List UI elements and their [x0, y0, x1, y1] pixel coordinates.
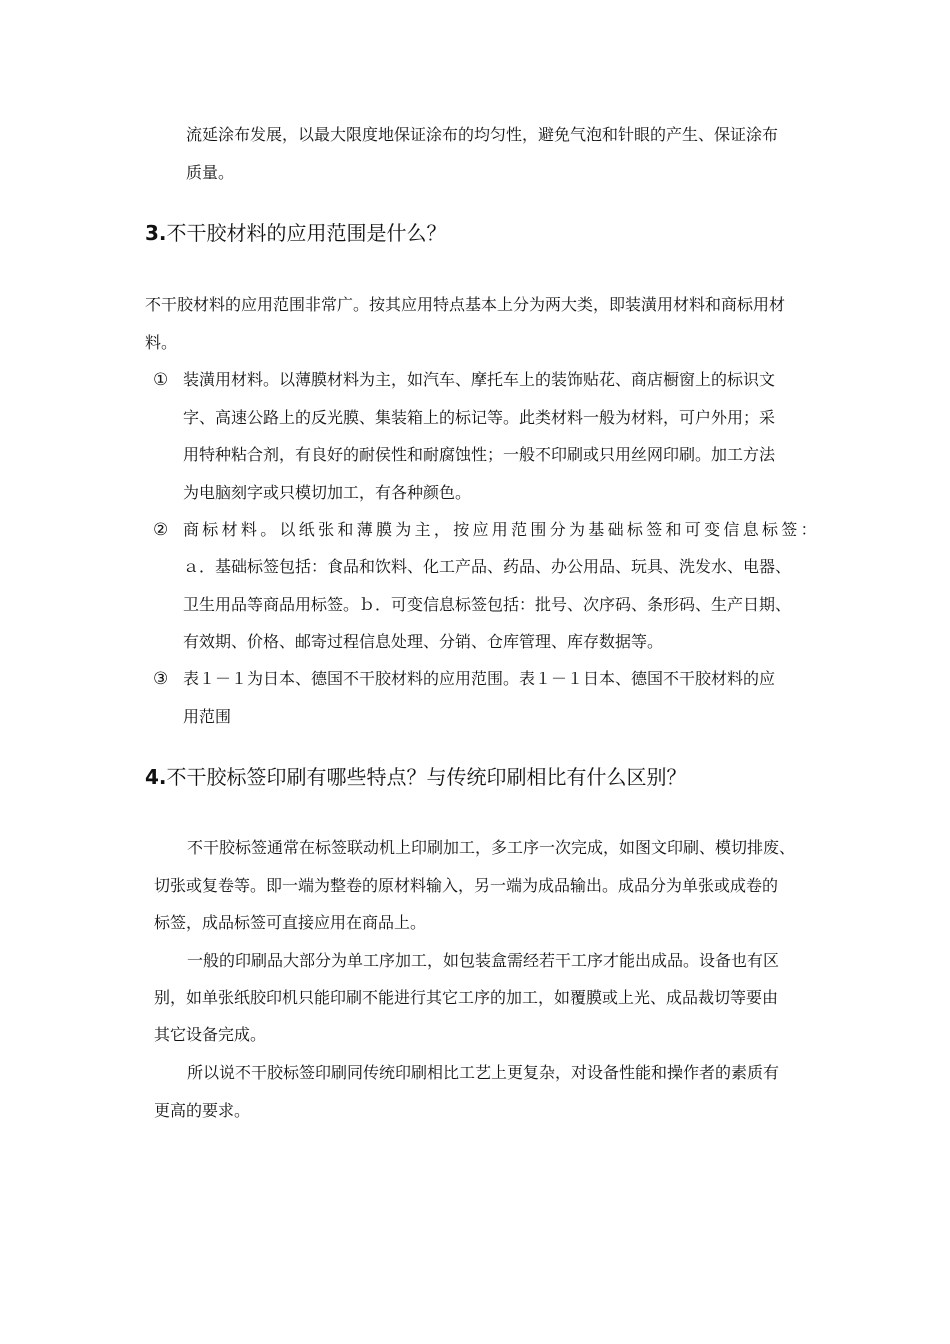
section-4-p1-line-3: 标签，成品标签可直接应用在商品上。 [154, 913, 427, 932]
section-4-p2-line-2: 别，如单张纸胶印机只能印刷不能进行其它工序的加工，如覆膜或上光、成品裁切等要由 [154, 988, 779, 1007]
section-4-number: 4. [145, 765, 167, 789]
section-4-p3-line-1: 所以说不干胶标签印刷同传统印刷相比工艺上更复杂，对设备性能和操作者的素质有 [187, 1063, 780, 1082]
item-2-marker: ② [153, 520, 169, 540]
section-4-heading [145, 765, 687, 789]
section-4-p2-line-3: 其它设备完成。 [154, 1025, 267, 1044]
item-2-line-1: 商标材料。以纸张和薄膜为主，按应用范围分为基础标签和可变信息标签： [183, 520, 820, 539]
section-4-p1-line-2: 切张或复卷等。即一端为整卷的原材料输入，另一端为成品输出。成品分为单张或成卷的 [154, 876, 779, 895]
item-2-line-3: 卫生用品等商品用标签。ｂ．可变信息标签包括：批号、次序码、条形码、生产日期、 [183, 595, 792, 614]
item-3-marker: ③ [153, 669, 169, 689]
item-2-line-4: 有效期、价格、邮寄过程信息处理、分销、仓库管理、库存数据等。 [183, 632, 664, 651]
item-2-line-2: ａ．基础标签包括：食品和饮料、化工产品、药品、办公用品、玩具、洗发水、电器、 [183, 557, 792, 576]
section-4-p2-line-1: 一般的印刷品大部分为单工序加工，如包装盒需经若干工序才能出成品。设备也有区 [187, 951, 780, 970]
item-3-line-2: 用范围 [183, 707, 232, 726]
section-3-heading [145, 221, 447, 245]
section-3-number: 3. [145, 221, 167, 245]
item-1-line-3: 用特种粘合剂，有良好的耐侯性和耐腐蚀性；一般不印刷或只用丝网印刷。加工方法 [183, 445, 776, 464]
intro-line-1: 流延涂布发展，以最大限度地保证涂布的均匀性，避免气泡和针眼的产生、保证涂布 [186, 125, 779, 144]
item-1-line-1: 装潢用材料。以薄膜材料为主，如汽车、摩托车上的装饰贴花、商店橱窗上的标识文 [183, 370, 776, 389]
section-4-p1-line-1: 不干胶标签通常在标签联动机上印刷加工，多工序一次完成，如图文印刷、模切排废、 [187, 838, 796, 857]
section-4-p3-line-2: 更高的要求。 [154, 1101, 251, 1120]
item-3-line-1: 表１－１为日本、德国不干胶材料的应用范围。表１－１日本、德国不干胶材料的应 [183, 669, 776, 688]
section-4-title: 不干胶标签印刷有哪些特点？与传统印刷相比有什么区别？ [166, 765, 687, 789]
section-3-para-line-2: 料。 [145, 333, 178, 352]
intro-line-2: 质量。 [186, 163, 235, 182]
item-1-line-2: 字、高速公路上的反光膜、集装箱上的标记等。此类材料一般为材料，可户外用；采 [183, 408, 776, 427]
section-3-para-line-1: 不干胶材料的应用范围非常广。按其应用特点基本上分为两大类，即装潢用材料和商标用材 [145, 295, 786, 314]
item-1-marker: ① [153, 370, 169, 390]
section-3-title: 不干胶材料的应用范围是什么？ [166, 221, 447, 245]
item-1-line-4: 为电脑刻字或只模切加工，有各种颜色。 [183, 483, 472, 502]
